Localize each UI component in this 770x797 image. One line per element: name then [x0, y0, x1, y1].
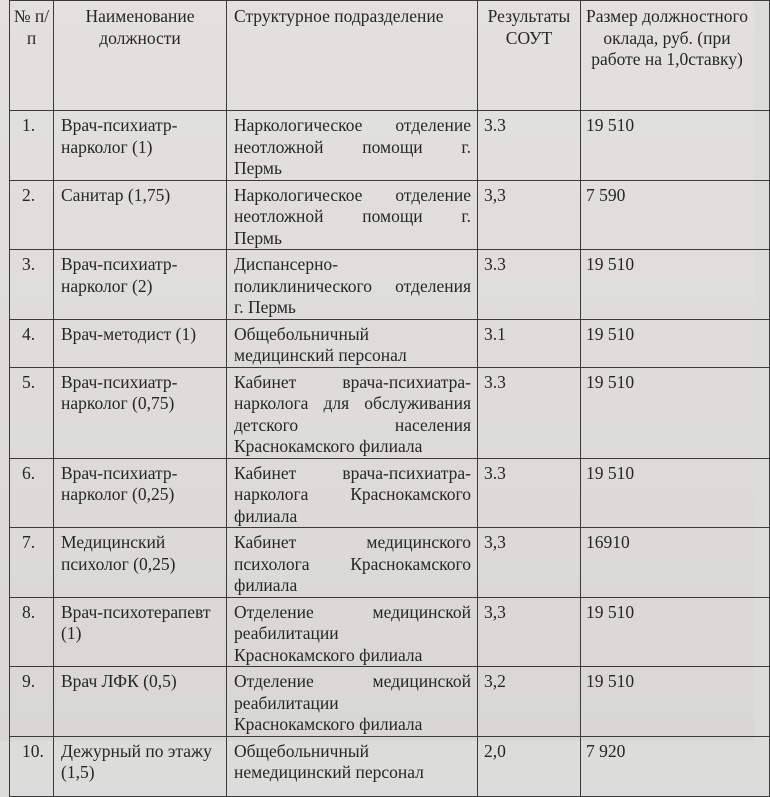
structural-unit-line: Краснокамского филиала [234, 644, 423, 665]
salary-amount: 19 510 [581, 667, 770, 737]
structural-unit-line: Краснокамского филиала [234, 714, 423, 734]
header-num: № п/п [10, 1, 54, 111]
structural-unit-line: нарколога Краснокамского [234, 484, 471, 504]
header-salary: Размер должностного оклада, руб. (при работе на 1,0ставку) [581, 1, 770, 111]
salary-amount: 7 920 [581, 736, 770, 796]
salary-amount: 7 590 [581, 180, 770, 250]
salary-amount: 19 510 [581, 367, 770, 458]
structural-unit [227, 458, 478, 528]
position-name: Санитар (1,75) [54, 180, 227, 250]
structural-unit-line: Кабинет врача-психиатра- [234, 371, 471, 392]
row-number: 6. [10, 458, 54, 528]
structural-unit-line: филиала [234, 575, 298, 595]
position-name: Врач ЛФК (0,5) [54, 667, 227, 737]
structural-unit-line: Отделение медицинской [234, 601, 471, 622]
salary-amount: 19 510 [581, 319, 770, 367]
structural-unit-line: Общебольничный [234, 323, 369, 344]
salary-amount: 19 510 [581, 111, 770, 181]
structural-unit-line: неотложной помощи г. [234, 206, 471, 226]
table-row [10, 319, 770, 367]
structural-unit-line: Отделение медицинской [234, 671, 471, 691]
structural-unit-line: реабилитации [234, 623, 339, 643]
position-name: Врач-психиатр-нарколог (1) [54, 111, 227, 181]
table-row [10, 667, 770, 737]
position-name: Медицинский психолог (0,25) [54, 528, 227, 598]
header-unit: Структурное подразделение [227, 1, 478, 111]
structural-unit-line: Общебольничный [234, 740, 369, 761]
structural-unit [227, 319, 478, 367]
row-number: 1. [10, 111, 54, 181]
table-row [10, 250, 770, 320]
structural-unit-line: Краснокамского филиала [234, 436, 423, 456]
staff-table [9, 0, 770, 797]
row-number: 3. [10, 250, 54, 320]
sout-result: 3,3 [478, 528, 581, 598]
position-name: Врач-психиатр-нарколог (0,75) [54, 367, 227, 458]
sout-result: 3,2 [478, 667, 581, 737]
sout-result: 3.3 [478, 458, 581, 528]
structural-unit-line: реабилитации [234, 692, 339, 713]
structural-unit-line: Наркологическое отделение [234, 184, 471, 205]
structural-unit [227, 736, 478, 796]
salary-amount: 16910 [581, 528, 770, 598]
table-row [10, 111, 770, 181]
sout-result: 3,3 [478, 180, 581, 250]
structural-unit-line: Пермь [234, 227, 282, 248]
position-name: Врач-психотерапевт (1) [54, 597, 227, 667]
structural-unit-line: Наркологическое отделение [234, 115, 471, 135]
structural-unit-line: немедицинский персонал [234, 762, 424, 782]
structural-unit [227, 367, 478, 458]
table-row [10, 597, 770, 667]
row-number: 7. [10, 528, 54, 598]
table-header-row [10, 1, 770, 111]
structural-unit [227, 180, 478, 250]
header-position: Наименование должности [54, 1, 227, 111]
salary-amount: 19 510 [581, 250, 770, 320]
salary-amount: 19 510 [581, 458, 770, 528]
row-number: 5. [10, 367, 54, 458]
table-row [10, 528, 770, 598]
structural-unit-line: Диспансерно- [234, 254, 339, 274]
table-row [10, 736, 770, 796]
table-row [10, 367, 770, 458]
row-number: 9. [10, 667, 54, 737]
position-name: Врач-методист (1) [54, 319, 227, 367]
structural-unit [227, 597, 478, 667]
structural-unit-line: медицинский персонал [234, 345, 407, 365]
structural-unit-line: поликлинического отделения [234, 275, 471, 296]
structural-unit-line: Кабинет врача-психиатра- [234, 462, 471, 483]
position-name: Врач-психиатр-нарколог (2) [54, 250, 227, 320]
structural-unit [227, 667, 478, 737]
structural-unit-line: детского населения [234, 414, 471, 435]
row-number: 4. [10, 319, 54, 367]
sout-result: 3.1 [478, 319, 581, 367]
structural-unit-line: неотложной помощи г. [234, 136, 471, 157]
structural-unit [227, 250, 478, 320]
sout-result: 3.3 [478, 367, 581, 458]
sout-result: 3.3 [478, 250, 581, 320]
row-number: 10. [10, 736, 54, 796]
table-row [10, 458, 770, 528]
salary-amount: 19 510 [581, 597, 770, 667]
row-number: 2. [10, 180, 54, 250]
structural-unit [227, 111, 478, 181]
structural-unit-line: Пермь [234, 158, 282, 178]
structural-unit-line: Кабинет медицинского [234, 532, 471, 552]
row-number: 8. [10, 597, 54, 667]
structural-unit-line: психолога Краснокамского [234, 553, 471, 574]
table-body [10, 111, 770, 797]
position-name: Врач-психиатр-нарколог (0,25) [54, 458, 227, 528]
structural-unit-line: филиала [234, 505, 298, 526]
position-name: Дежурный по этажу (1,5) [54, 736, 227, 796]
structural-unit-line: г. Пермь [234, 297, 296, 317]
structural-unit-line: нарколога для обслуживания [234, 393, 471, 413]
sout-result: 3.3 [478, 111, 581, 181]
header-sout: Результаты СОУТ [478, 1, 581, 111]
table-row [10, 180, 770, 250]
structural-unit [227, 528, 478, 598]
sout-result: 2,0 [478, 736, 581, 796]
sout-result: 3,3 [478, 597, 581, 667]
